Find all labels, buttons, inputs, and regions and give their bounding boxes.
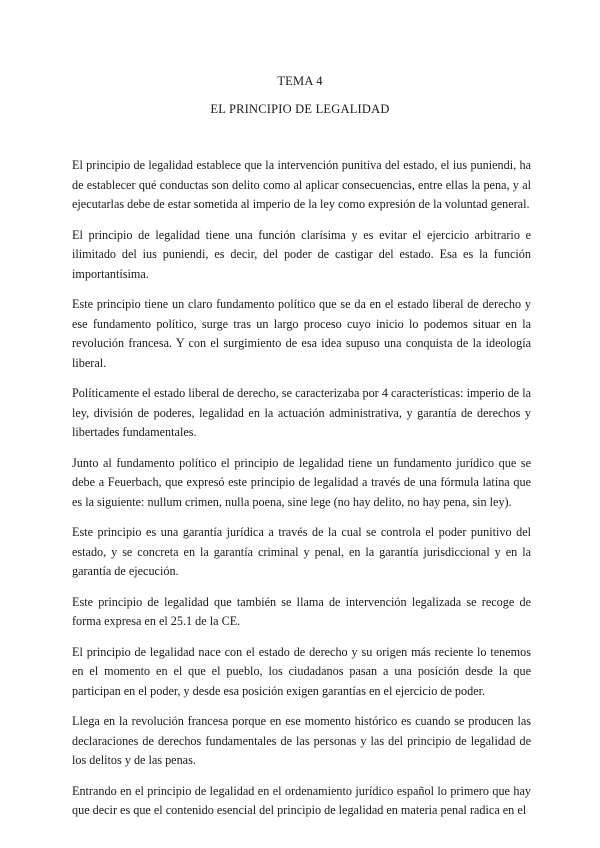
paragraph: Junto al fundamento político el principio de legalidad tiene un fundamento jurídico que se debe a Feuerbach, que expresó este principio de legalidad a través de una fórmula latina que es la siguiente: nullum crimen, nulla poena, sine lege (no hay delito, no hay pena, sin ley). bbox=[72, 455, 531, 509]
paragraph: Llega en la revolución francesa porque en ese momento histórico es cuando se producen las declaraciones de derechos fundamentales de las personas y las del principio de legalidad de los delitos y de las penas. bbox=[72, 714, 531, 767]
document-body bbox=[72, 156, 531, 832]
paragraph: Políticamente el estado liberal de derecho, se caracterizaba por 4 características: imperio de la ley, división de poderes, legalidad en la actuación administrativa, y garantía de derechos y libertades fundamentales. bbox=[72, 386, 531, 439]
document-title: EL PRINCIPIO DE LEGALIDAD bbox=[210, 102, 390, 116]
paragraph: Este principio tiene un claro fundamento político que se da en el estado liberal de derecho y ese fundamento político, surge tras un largo proceso cuyo inicio lo podemos situar en la revolución francesa. Y con el surgimiento de esa idea supuso una conquista de la ideología liberal. bbox=[72, 297, 531, 370]
chapter-label: TEMA 4 bbox=[277, 74, 323, 88]
paragraph: Este principio es una garantía jurídica a través de la cual se controla el poder punitivo del estado, y se concreta en la garantía criminal y penal, en la garantía jurisdiccional y en la garantía de ejecución. bbox=[72, 525, 531, 578]
paragraph: El principio de legalidad establece que la intervención punitiva del estado, el ius puniendi, ha de establecer qué conductas son delito como al aplicar consecuencias, entre ellas la pena, y al ejecutarlas debe de estar sometida al imperio de la ley como expresión de la voluntad general. bbox=[72, 158, 531, 211]
paragraph: El principio de legalidad tiene una función clarísima y es evitar el ejercicio arbitrario e ilimitado del ius puniendi, es decir, del poder de castigar del estado. Esa es la función importantísima. bbox=[72, 227, 531, 281]
paragraph: Este principio de legalidad que también se llama de intervención legalizada se recoge de forma expresa en el 25.1 de la CE. bbox=[72, 594, 531, 628]
paragraph: El principio de legalidad nace con el estado de derecho y su origen más reciente lo tenemos en el momento en el que el pueblo, los ciudadanos pasan a una posición desde la que participan en el poder, y desde esa posición exigen garantías en el ejercicio de poder. bbox=[72, 644, 531, 698]
paragraph: Entrando en el principio de legalidad en el ordenamiento jurídico español lo primero que hay que decir es que el contenido esencial del principio de legalidad en materia penal radica en el bbox=[72, 783, 531, 817]
